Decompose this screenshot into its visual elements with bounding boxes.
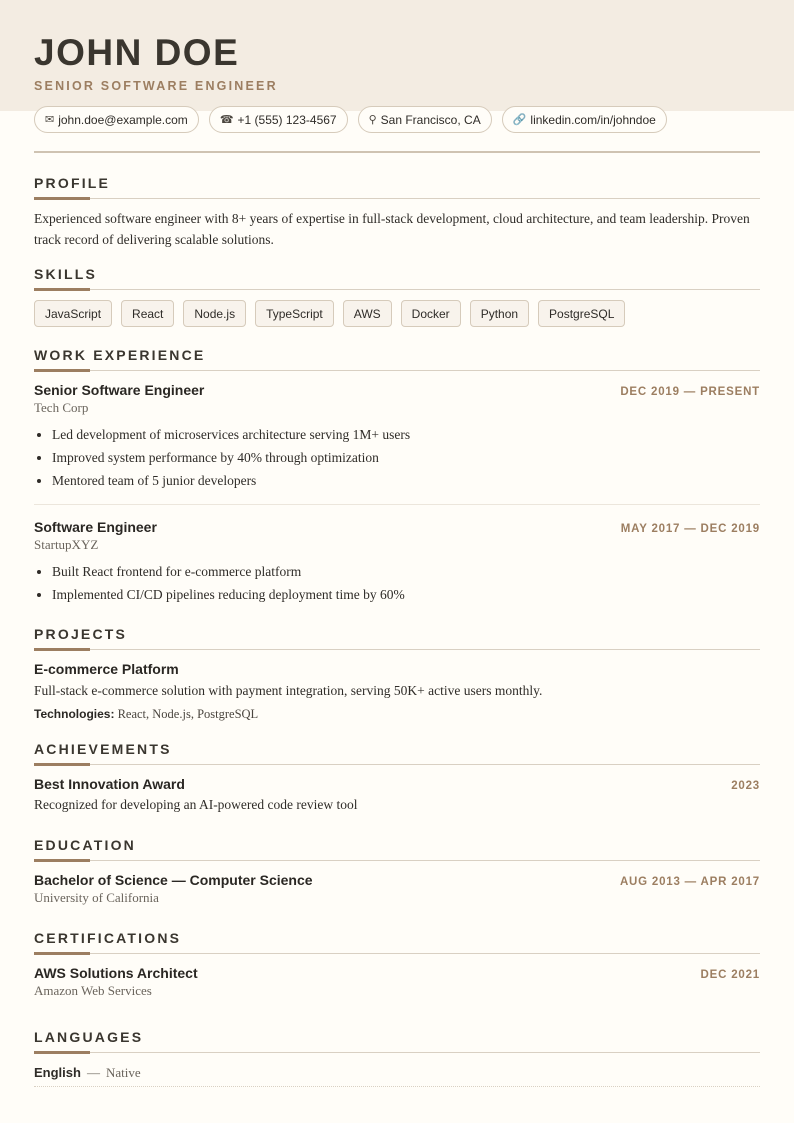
contact-phone-text: +1 (555) 123-4567 xyxy=(237,112,337,127)
education-entry xyxy=(34,872,760,906)
header-divider xyxy=(34,151,760,153)
section-rule xyxy=(34,370,760,371)
certification-issuer: Amazon Web Services xyxy=(34,983,152,998)
achievement-description: Recognized for developing an AI-powered code review tool xyxy=(34,797,358,812)
section-rule xyxy=(34,289,760,290)
certification-entry xyxy=(34,965,760,999)
project-technologies xyxy=(34,707,760,722)
certifications-heading: CERTIFICATIONS xyxy=(34,930,182,946)
languages-section xyxy=(34,1029,760,1087)
skills-section xyxy=(34,266,760,327)
languages-heading: LANGUAGES xyxy=(34,1029,144,1045)
achievement-year: 2023 xyxy=(731,780,760,792)
project-name: E-commerce Platform xyxy=(34,661,179,677)
job-company: Tech Corp xyxy=(34,400,89,415)
job-dates: DEC 2019 — PRESENT xyxy=(620,386,760,398)
contact-list xyxy=(34,106,667,133)
skill-tag: Docker xyxy=(401,300,461,327)
projects-heading: PROJECTS xyxy=(34,626,128,642)
job-entry xyxy=(34,382,760,492)
contact-email-text: john.doe@example.com xyxy=(58,112,188,127)
bullet-item: Led development of microservices architecture serving 1M+ users xyxy=(34,423,760,446)
experience-heading: WORK EXPERIENCE xyxy=(34,347,206,363)
bullet-item: Improved system performance by 40% through optimization xyxy=(34,446,760,469)
section-rule xyxy=(34,649,760,650)
contact-location-text: San Francisco, CA xyxy=(380,112,481,127)
language-separator: — xyxy=(86,1065,100,1080)
link-icon: 🔗 xyxy=(512,114,527,126)
full-name: JOHN DOE xyxy=(34,32,240,73)
bullet-item: Mentored team of 5 junior developers xyxy=(34,469,760,492)
skill-tag: React xyxy=(121,300,174,327)
certification-date: DEC 2021 xyxy=(700,969,760,981)
contact-linkedin[interactable] xyxy=(502,106,667,133)
achievement-entry xyxy=(34,776,760,815)
profile-text: Experienced software engineer with 8+ years of expertise in full-stack development, cloud architecture, and team leadership. Proven track record of delivering scalable solutions. xyxy=(34,211,750,247)
school: University of California xyxy=(34,890,159,905)
contact-phone[interactable] xyxy=(209,106,348,133)
job-company: StartupXYZ xyxy=(34,537,99,552)
resume-content xyxy=(34,175,760,1087)
contact-email[interactable] xyxy=(34,106,199,133)
language-entry xyxy=(34,1065,760,1087)
profile-section xyxy=(34,175,760,250)
entry-divider xyxy=(34,504,760,505)
section-rule xyxy=(34,1052,760,1053)
skill-tag: JavaScript xyxy=(34,300,112,327)
phone-icon: ☎ xyxy=(219,114,234,126)
bullet-item: Implemented CI/CD pipelines reducing deployment time by 60% xyxy=(34,583,760,606)
skill-tag: Python xyxy=(470,300,529,327)
technologies-list: React, Node.js, PostgreSQL xyxy=(117,707,259,721)
skill-tag: Node.js xyxy=(183,300,246,327)
skills-list xyxy=(34,300,760,327)
technologies-label: Technologies: xyxy=(34,707,115,721)
skill-tag: AWS xyxy=(343,300,392,327)
degree: Bachelor of Science — Computer Science xyxy=(34,872,313,888)
envelope-icon: ✉ xyxy=(45,114,55,126)
projects-section xyxy=(34,626,760,722)
certification-name: AWS Solutions Architect xyxy=(34,965,198,981)
section-rule xyxy=(34,764,760,765)
contact-linkedin-text: linkedin.com/in/johndoe xyxy=(530,112,656,127)
section-rule xyxy=(34,860,760,861)
section-rule xyxy=(34,198,760,199)
skill-tag: PostgreSQL xyxy=(538,300,625,327)
achievements-heading: ACHIEVEMENTS xyxy=(34,741,172,757)
section-rule xyxy=(34,953,760,954)
job-title: SENIOR SOFTWARE ENGINEER xyxy=(34,79,278,93)
education-section xyxy=(34,837,760,906)
education-heading: EDUCATION xyxy=(34,837,136,853)
experience-section xyxy=(34,347,760,606)
language-name: English xyxy=(34,1065,81,1080)
job-bullets xyxy=(34,560,760,606)
bullet-item: Built React frontend for e-commerce platform xyxy=(34,560,760,583)
achievements-section xyxy=(34,741,760,815)
project-description: Full-stack e-commerce solution with payment integration, serving 50K+ active users monthly. xyxy=(34,683,543,698)
job-role: Senior Software Engineer xyxy=(34,382,205,398)
certifications-section xyxy=(34,930,760,999)
skills-heading: SKILLS xyxy=(34,266,97,282)
education-dates: AUG 2013 — APR 2017 xyxy=(619,876,760,888)
project-entry xyxy=(34,661,760,722)
achievement-name: Best Innovation Award xyxy=(34,776,185,792)
language-level: Native xyxy=(105,1065,141,1080)
location-pin-icon: ⚲ xyxy=(368,114,377,126)
profile-heading: PROFILE xyxy=(34,175,111,191)
job-dates: MAY 2017 — DEC 2019 xyxy=(620,523,760,535)
job-bullets xyxy=(34,423,760,492)
job-entry xyxy=(34,519,760,606)
job-role: Software Engineer xyxy=(34,519,157,535)
contact-location xyxy=(358,106,492,133)
skill-tag: TypeScript xyxy=(255,300,334,327)
